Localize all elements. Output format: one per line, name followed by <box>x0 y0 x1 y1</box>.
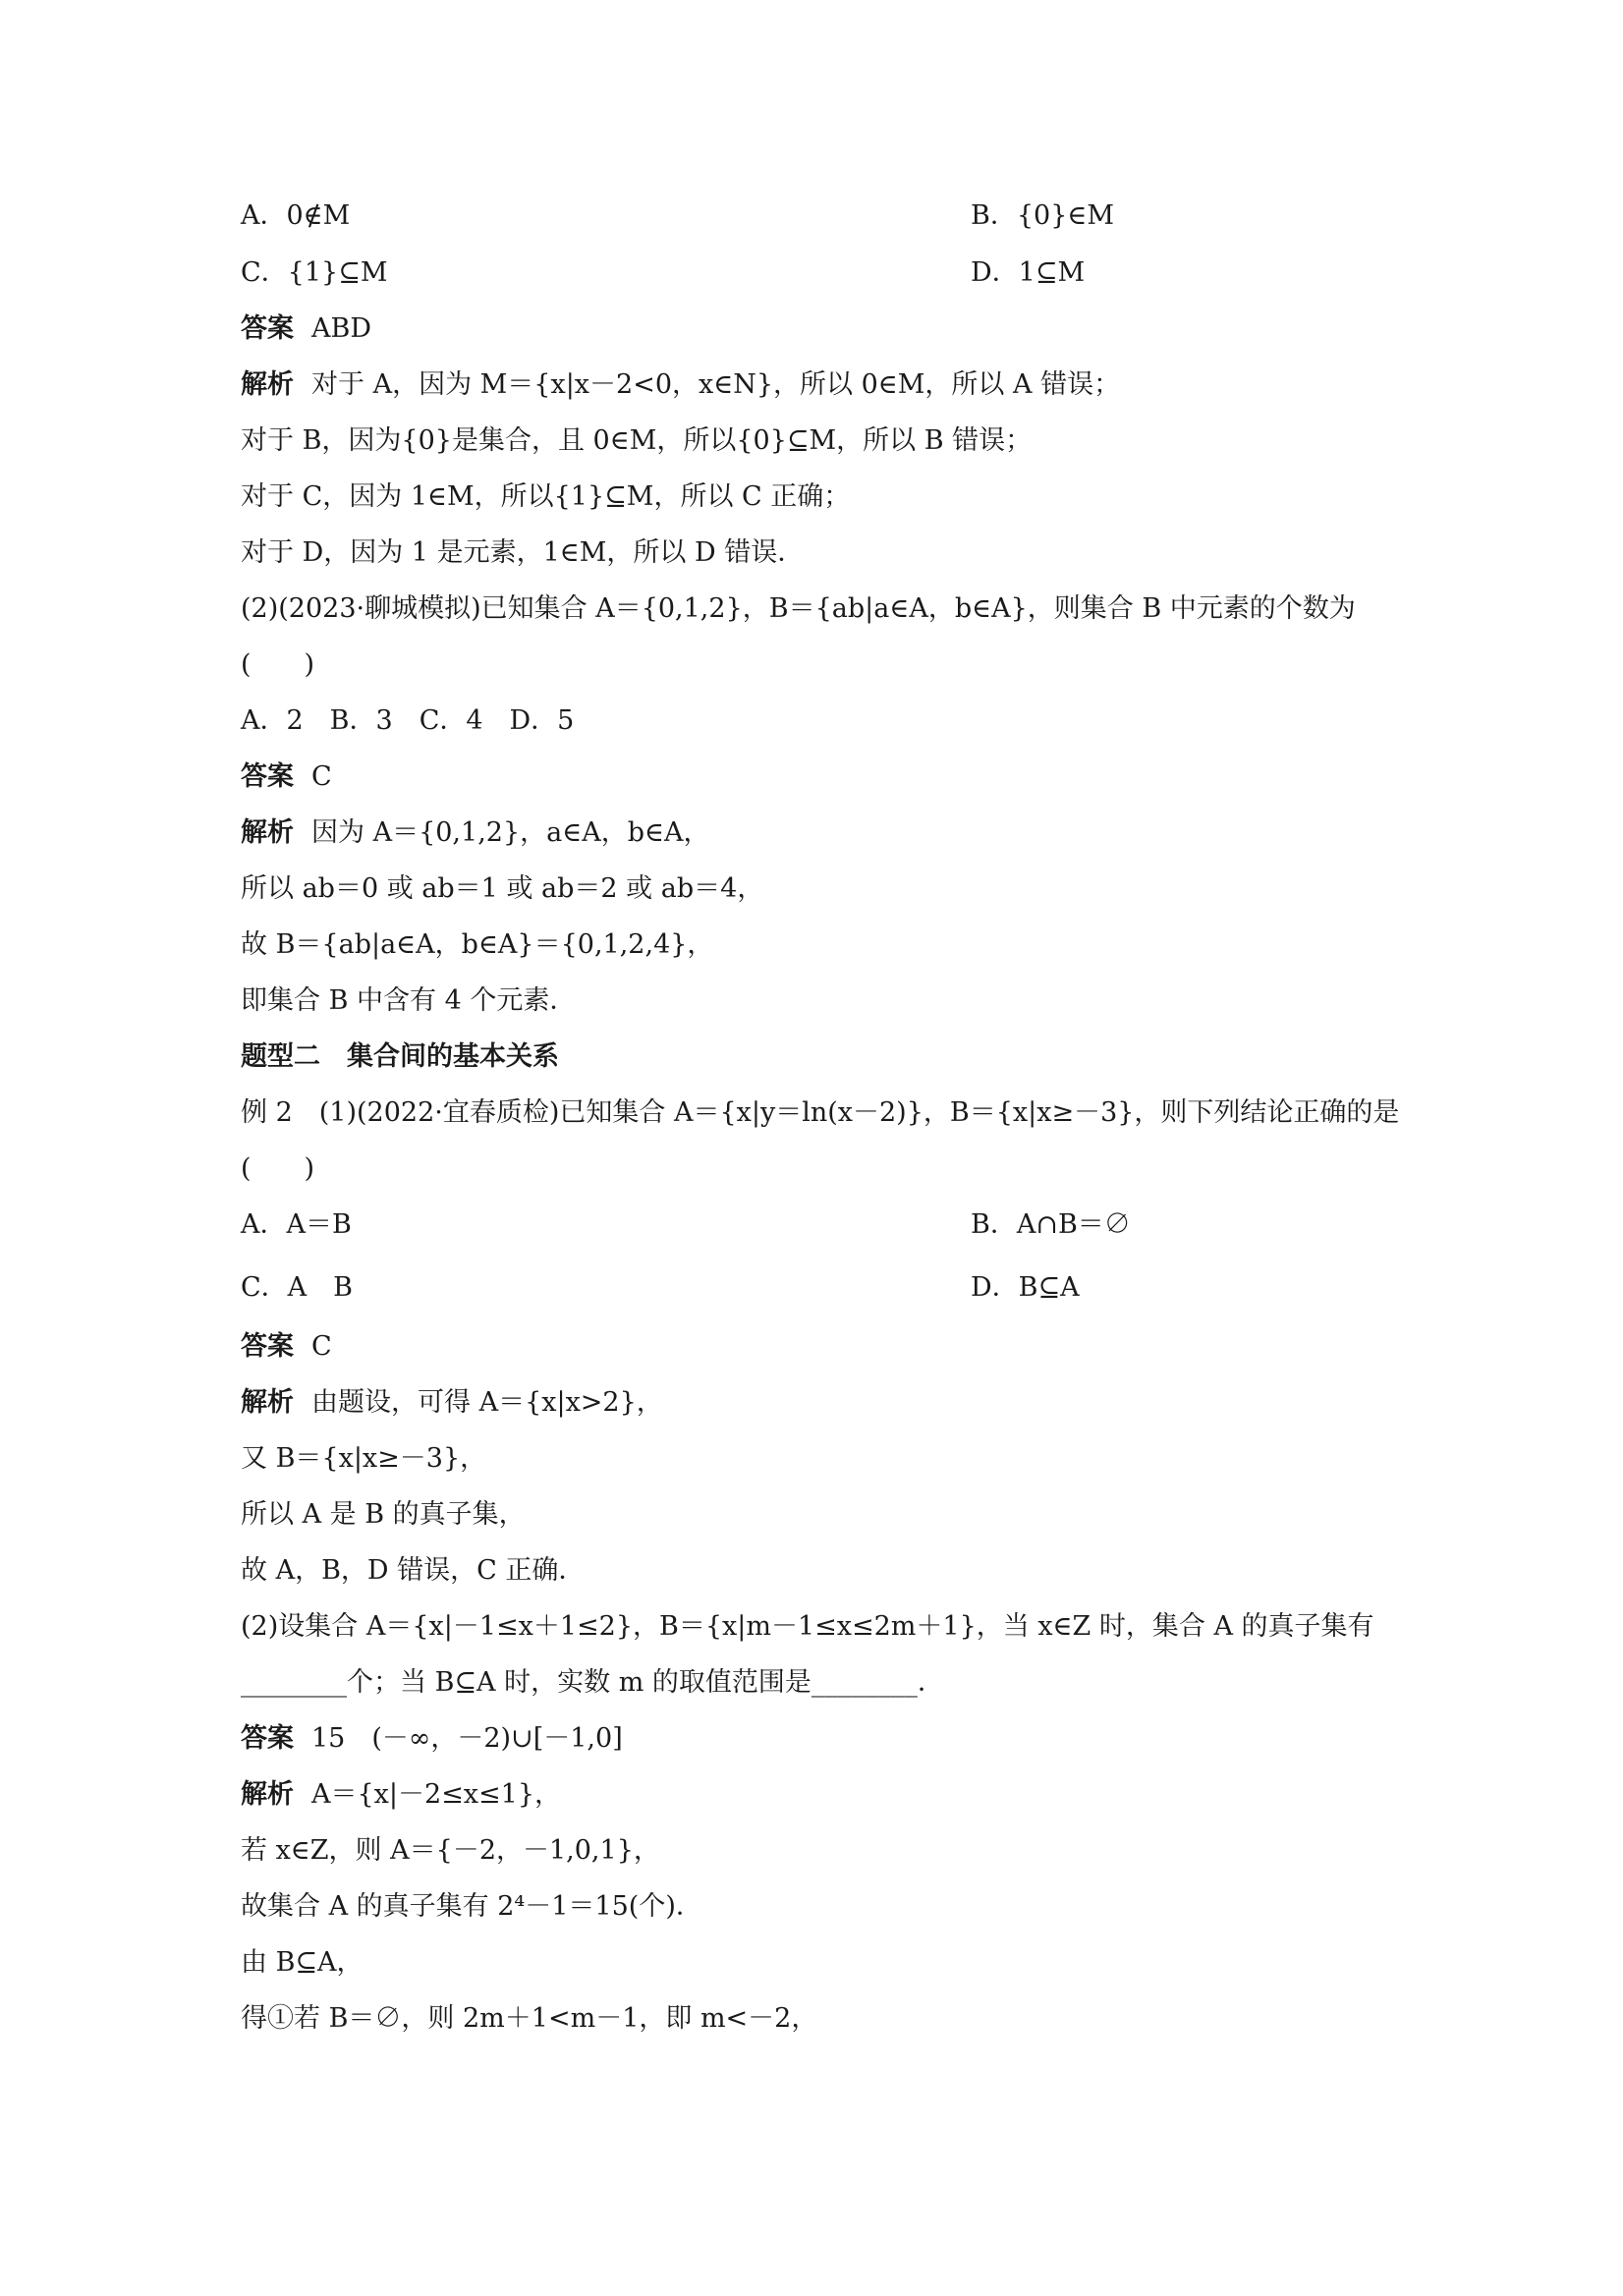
answer-line <box>241 309 371 349</box>
analysis-text: 对于 D，因为 1 是元素，1∈M，所以 D 错误． <box>241 537 805 568</box>
analysis-text: 所以 ab＝0 或 ab＝1 或 ab＝2 或 ab＝4， <box>241 873 764 904</box>
analysis-line <box>241 1383 663 1423</box>
analysis-line <box>241 813 710 853</box>
answer-label: 答案 <box>241 1723 294 1754</box>
question-blank: ( ) <box>241 1153 315 1184</box>
analysis-label: 解析 <box>241 1387 294 1418</box>
analysis-label: 解析 <box>241 817 294 848</box>
analysis-text: 对于 B，因为{0}是集合，且 0∈M，所以{0}⊆M，所以 B 错误； <box>241 425 1033 456</box>
option-b: B．{0}∈M <box>971 200 1115 231</box>
option-d: D．B⊆A <box>971 1272 1080 1303</box>
question-stem: 例 2 (1)(2022·宜春质检)已知集合 A＝{x|y＝ln(x－2)}，B＝{x|x≥－3}，则下列结论正确的是 <box>241 1097 1400 1128</box>
answer-label: 答案 <box>241 313 294 344</box>
answer-value: C <box>311 1331 332 1362</box>
analysis-text: 得①若 B＝∅，则 2m＋1<m－1，即 m<－2， <box>241 2003 818 2034</box>
analysis-label: 解析 <box>241 369 294 400</box>
answer-value: 15 (－∞，－2)∪[－1,0] <box>311 1723 623 1754</box>
answer-line <box>241 757 332 797</box>
option-row <box>241 1268 1080 1308</box>
option-a: A．A＝B <box>241 1209 352 1240</box>
option-c: C．A B <box>241 1272 353 1303</box>
option-row <box>241 196 1115 236</box>
answer-line <box>241 1327 332 1367</box>
question-stem: (2)设集合 A＝{x|－1≤x＋1≤2}，B＝{x|m－1≤x≤2m＋1}，当 x∈Z 时，集合 A 的真子集有 <box>241 1611 1374 1642</box>
analysis-line <box>241 365 1120 405</box>
analysis-text: 又 B＝{x|x≥－3}， <box>241 1443 487 1474</box>
analysis-text: 故 B＝{ab|a∈A，b∈A}＝{0,1,2,4}， <box>241 929 714 960</box>
analysis-text: 对于 A，因为 M＝{x|x－2<0，x∈N}，所以 0∈M，所以 A 错误； <box>311 369 1121 400</box>
answer-line <box>241 1719 623 1759</box>
analysis-text: 若 x∈Z，则 A＝{－2，－1,0,1}， <box>241 1835 660 1866</box>
analysis-text: A＝{x|－2≤x≤1}， <box>311 1779 562 1810</box>
question-stem: (2)(2023·聊城模拟)已知集合 A＝{0,1,2}，B＝{ab|a∈A，b∈A}，则集合 B 中元素的个数为 <box>241 593 1356 624</box>
analysis-label: 解析 <box>241 1779 294 1810</box>
analysis-text: 对于 C，因为 1∈M，所以{1}⊆M，所以 C 正确； <box>241 481 851 512</box>
question-blank: ( ) <box>241 649 315 680</box>
option-row <box>241 1205 1131 1245</box>
analysis-text: 故集合 A 的真子集有 2⁴－1＝15(个)． <box>241 1891 702 1922</box>
option-b: B．A∩B＝∅ <box>971 1209 1131 1240</box>
answer-label: 答案 <box>241 1331 294 1362</box>
analysis-line <box>241 1775 561 1815</box>
answer-value: C <box>311 761 332 792</box>
analysis-text: 由 B⊆A， <box>241 1947 364 1978</box>
option-a: A．0∉M <box>241 200 351 231</box>
analysis-text: 所以 A 是 B 的真子集， <box>241 1499 526 1530</box>
answer-label: 答案 <box>241 761 294 792</box>
analysis-text: 由题设，可得 A＝{x|x>2}， <box>311 1387 663 1418</box>
section-title: 题型二 集合间的基本关系 <box>241 1041 559 1072</box>
option-c: C．{1}⊆M <box>241 257 388 288</box>
analysis-text: 即集合 B 中含有 4 个元素． <box>241 985 577 1016</box>
option-row <box>241 253 1086 293</box>
question-stem-blanks: ________个；当 B⊆A 时，实数 m 的取值范围是________． <box>241 1667 944 1698</box>
question-options: A．2 B．3 C．4 D．5 <box>241 705 575 736</box>
analysis-text: 故 A，B，D 错误，C 正确． <box>241 1555 586 1586</box>
option-d: D．1⊆M <box>971 257 1086 288</box>
analysis-text: 因为 A＝{0,1,2}，a∈A，b∈A， <box>311 817 710 848</box>
answer-value: ABD <box>311 313 371 344</box>
